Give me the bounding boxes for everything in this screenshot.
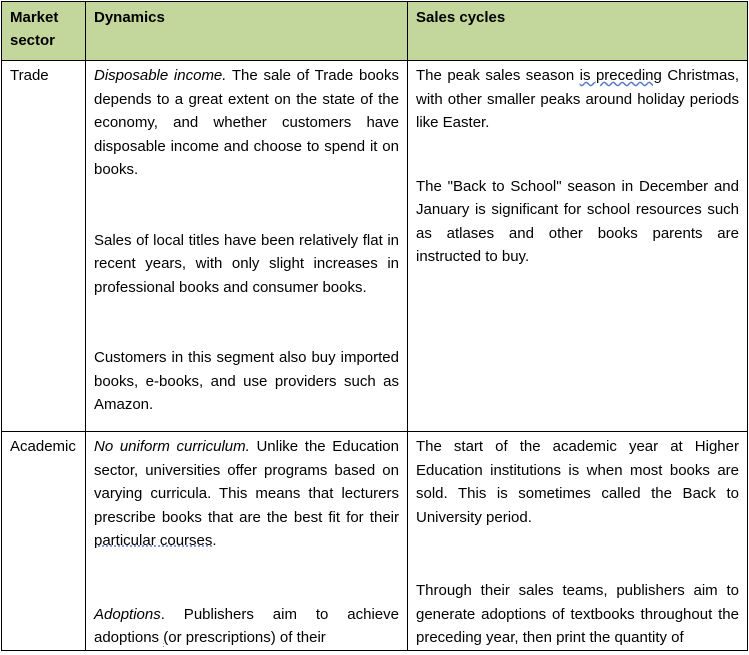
header-row [2,2,748,61]
header-dynamics: Dynamics [86,2,408,61]
dynamics-paragraph: Sales of local titles have been relatively flat in recent years, with only slight increases in professional books and consumer books. [94,231,399,296]
table-row-trade [2,61,748,432]
dynamics-paragraph: Disposable income. The sale of Trade books depends to a great extent on the state of the economy, and whether customers have disposable income and choose to spend it on books. [94,67,399,178]
dynamics-paragraph: Adoptions. Publishers aim to achieve adoptions (or prescriptions) of their [94,605,399,646]
italic-heading: Adoptions [94,605,161,623]
dynamics-cell [86,61,408,432]
spacing-marked-text[interactable]: ( [163,629,169,646]
dynamics-cell [86,432,408,651]
sector-label: Academic [10,438,76,455]
table-row-academic [2,432,748,651]
dynamics-paragraph: Customers in this segment also buy imported books, e-books, and use providers such as Amazon. [94,349,399,413]
header-sales-cycles: Sales cycles [408,2,748,61]
dynamics-paragraph: No uniform curriculum. Unlike the Education sector, universities offer programs based on varying curricula. This means that lecturers prescribe books that are the best fit for their particular courses. [94,438,399,549]
sector-cell [2,61,86,432]
sales-paragraph: The peak sales season is preceding Christmas, with other smaller peaks around holiday periods like Easter. [416,67,739,131]
sales-cell [408,432,748,651]
sector-cell [2,432,86,651]
sales-cell [408,61,748,432]
sales-paragraph: The start of the academic year at Higher Education institutions is when most books are sold. This is sometimes called the Back to University period. [416,438,739,526]
grammar-marked-text[interactable]: particular courses [94,532,213,549]
sales-paragraph: Through their sales teams, publishers aim to generate adoptions of textbooks throughout the preceding year, then print the quantity of [416,582,739,646]
italic-heading: Disposable income. [94,67,227,84]
grammar-marked-text[interactable]: is preceding [579,67,662,84]
italic-heading: No uniform curriculum. [94,438,250,455]
market-sector-table [1,1,748,651]
sales-paragraph: The "Back to School" season in December and January is significant for school resources such as atlases and other books parents are instructed to buy. [416,177,739,265]
sector-label: Trade [10,67,49,84]
header-market-sector: Market sector [2,2,86,61]
